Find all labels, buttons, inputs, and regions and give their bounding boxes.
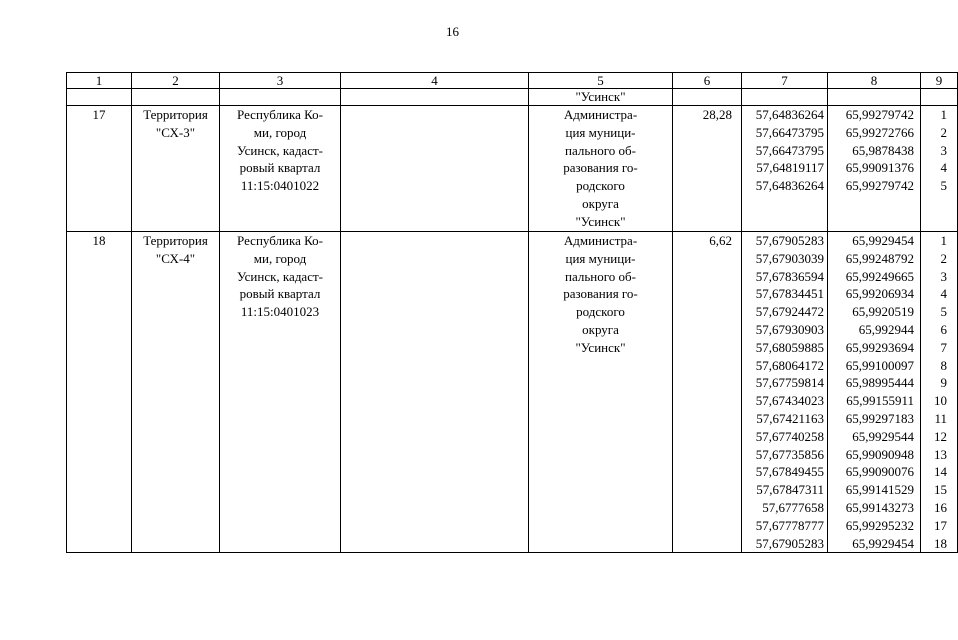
point-y: 65,992944 bbox=[858, 321, 914, 337]
point-number: 8 bbox=[940, 357, 947, 373]
owner-line: родского bbox=[576, 178, 625, 194]
header-cell: 7 bbox=[742, 73, 828, 89]
point-number: 6 bbox=[940, 321, 947, 337]
table-row bbox=[67, 232, 958, 553]
point-number-list bbox=[921, 232, 958, 553]
point-number: 15 bbox=[934, 482, 947, 498]
location-line: ми, город bbox=[253, 124, 307, 140]
location-line: ровый квартал bbox=[239, 160, 321, 176]
point-y: 65,99100097 bbox=[845, 357, 914, 373]
territory-location bbox=[220, 232, 341, 553]
point-number: 11 bbox=[934, 410, 947, 426]
point-number: 3 bbox=[940, 268, 947, 284]
territory-name-line: "СХ-4" bbox=[155, 250, 196, 266]
point-y: 65,99293694 bbox=[845, 339, 914, 355]
territory-name bbox=[132, 232, 220, 553]
owner-line: ция муници- bbox=[565, 250, 636, 266]
empty-cell bbox=[341, 106, 529, 232]
row-number-text: 17 bbox=[92, 107, 106, 122]
header-cell: 9 bbox=[921, 73, 958, 89]
header-cell: 6 bbox=[673, 73, 742, 89]
point-x: 57,64836264 bbox=[755, 178, 824, 194]
point-y: 65,99206934 bbox=[845, 286, 914, 302]
location-line: 11:15:0401023 bbox=[240, 304, 320, 320]
row-number bbox=[67, 232, 132, 553]
owner-line: ция муници- bbox=[565, 124, 636, 140]
point-x: 57,67930903 bbox=[755, 321, 824, 337]
header-cell: 5 bbox=[529, 73, 673, 89]
owner-line: родского bbox=[576, 304, 625, 320]
point-number: 5 bbox=[940, 304, 947, 320]
point-x: 57,67740258 bbox=[755, 428, 824, 444]
point-y: 65,98995444 bbox=[845, 375, 914, 391]
empty-cell bbox=[341, 232, 529, 553]
point-x: 57,67849455 bbox=[755, 464, 824, 480]
point-number: 7 bbox=[940, 339, 947, 355]
territory-name-line: "СХ-3" bbox=[155, 124, 196, 140]
location-line: ми, город bbox=[253, 250, 307, 266]
header-cell: 3 bbox=[220, 73, 341, 89]
point-number: 12 bbox=[934, 428, 947, 444]
point-y: 65,9929454 bbox=[852, 535, 914, 551]
point-y: 65,99155911 bbox=[846, 393, 914, 409]
point-x: 57,6777658 bbox=[762, 499, 824, 515]
point-y: 65,9929544 bbox=[852, 428, 914, 444]
point-y: 65,99279742 bbox=[845, 107, 914, 122]
point-x: 57,66473795 bbox=[755, 142, 824, 158]
point-number: 10 bbox=[934, 393, 947, 409]
point-y: 65,9929454 bbox=[852, 233, 914, 248]
point-x: 57,64819117 bbox=[756, 160, 824, 176]
location-line: 11:15:0401022 bbox=[240, 178, 320, 194]
point-y: 65,99297183 bbox=[845, 410, 914, 426]
point-y: 65,99249665 bbox=[845, 268, 914, 284]
owner-line: "Усинск" bbox=[575, 213, 626, 229]
point-y-list bbox=[828, 232, 921, 553]
owner-line: разования го- bbox=[563, 160, 638, 176]
point-y: 65,99090076 bbox=[845, 464, 914, 480]
territory-name bbox=[132, 106, 220, 232]
header-cell: 1 bbox=[67, 73, 132, 89]
point-y: 65,99143273 bbox=[845, 499, 914, 515]
point-y: 65,99141529 bbox=[845, 482, 914, 498]
point-number: 5 bbox=[940, 178, 947, 194]
area-value: 6,62 bbox=[709, 233, 732, 248]
point-x: 57,68064172 bbox=[755, 357, 824, 373]
point-x: 57,67735856 bbox=[755, 446, 824, 462]
point-x: 57,64836264 bbox=[755, 107, 824, 122]
owner-line: округа bbox=[582, 195, 619, 211]
point-x: 57,66473795 bbox=[755, 124, 824, 140]
coordinates-table bbox=[66, 72, 958, 553]
point-x: 57,67924472 bbox=[755, 304, 824, 320]
area-value: 28,28 bbox=[702, 107, 732, 122]
point-x-list bbox=[742, 106, 828, 232]
territory-owner bbox=[529, 232, 673, 553]
owner-line: округа bbox=[582, 321, 619, 337]
point-y: 65,99295232 bbox=[845, 517, 914, 533]
point-x-list bbox=[742, 232, 828, 553]
point-number: 4 bbox=[940, 160, 947, 176]
territory-name-line: Территория bbox=[143, 233, 208, 248]
point-number: 4 bbox=[940, 286, 947, 302]
point-x: 57,67421163 bbox=[756, 410, 824, 426]
header-cell: 4 bbox=[341, 73, 529, 89]
location-line: ровый квартал bbox=[239, 286, 321, 302]
territory-name-line: Территория bbox=[143, 107, 208, 122]
continuation-owner: "Усинск" bbox=[529, 89, 673, 106]
point-y: 65,9920519 bbox=[852, 304, 914, 320]
point-x: 57,67905283 bbox=[755, 535, 824, 551]
table-row bbox=[67, 106, 958, 232]
point-x: 57,67903039 bbox=[755, 250, 824, 266]
point-number: 14 bbox=[934, 464, 947, 480]
owner-line: Администра- bbox=[563, 233, 638, 248]
header-cell: 2 bbox=[132, 73, 220, 89]
point-y: 65,99279742 bbox=[845, 178, 914, 194]
point-x: 57,67836594 bbox=[755, 268, 824, 284]
point-x: 57,67847311 bbox=[756, 482, 824, 498]
continuation-row bbox=[67, 89, 958, 106]
owner-line: Администра- bbox=[563, 107, 638, 122]
point-number: 13 bbox=[934, 446, 947, 462]
location-line: Усинск, кадаст- bbox=[237, 142, 323, 158]
point-y: 65,9878438 bbox=[852, 142, 914, 158]
header-cell: 8 bbox=[828, 73, 921, 89]
point-number: 18 bbox=[934, 535, 947, 551]
point-number: 17 bbox=[934, 517, 947, 533]
point-x: 57,67778777 bbox=[755, 517, 824, 533]
point-number: 2 bbox=[940, 124, 947, 140]
point-y-list bbox=[828, 106, 921, 232]
owner-line: "Усинск" bbox=[575, 339, 626, 355]
row-number bbox=[67, 106, 132, 232]
point-x: 57,67834451 bbox=[755, 286, 824, 302]
point-number: 1 bbox=[940, 107, 947, 122]
point-number: 3 bbox=[940, 142, 947, 158]
territory-location bbox=[220, 106, 341, 232]
point-y: 65,99090948 bbox=[845, 446, 914, 462]
row-number-text: 18 bbox=[92, 233, 106, 248]
point-y: 65,99091376 bbox=[845, 160, 914, 176]
point-number-list bbox=[921, 106, 958, 232]
point-number: 16 bbox=[934, 499, 947, 515]
page-number: 16 bbox=[446, 24, 459, 39]
territory-area bbox=[673, 232, 742, 553]
point-x: 57,67434023 bbox=[755, 393, 824, 409]
owner-line: разования го- bbox=[563, 286, 638, 302]
point-y: 65,99248792 bbox=[845, 250, 914, 266]
point-number: 2 bbox=[940, 250, 947, 266]
location-line: Республика Ко- bbox=[237, 107, 323, 122]
owner-line: пального об- bbox=[565, 268, 636, 284]
point-x: 57,68059885 bbox=[755, 339, 824, 355]
territory-owner bbox=[529, 106, 673, 232]
point-number: 1 bbox=[940, 233, 947, 248]
location-line: Усинск, кадаст- bbox=[237, 268, 323, 284]
point-x: 57,67759814 bbox=[755, 375, 824, 391]
point-y: 65,99272766 bbox=[845, 124, 914, 140]
point-number: 9 bbox=[940, 375, 947, 391]
location-line: Республика Ко- bbox=[237, 233, 323, 248]
point-x: 57,67905283 bbox=[755, 233, 824, 248]
territory-area bbox=[673, 106, 742, 232]
column-number-header-row bbox=[67, 73, 958, 89]
owner-line: пального об- bbox=[565, 142, 636, 158]
